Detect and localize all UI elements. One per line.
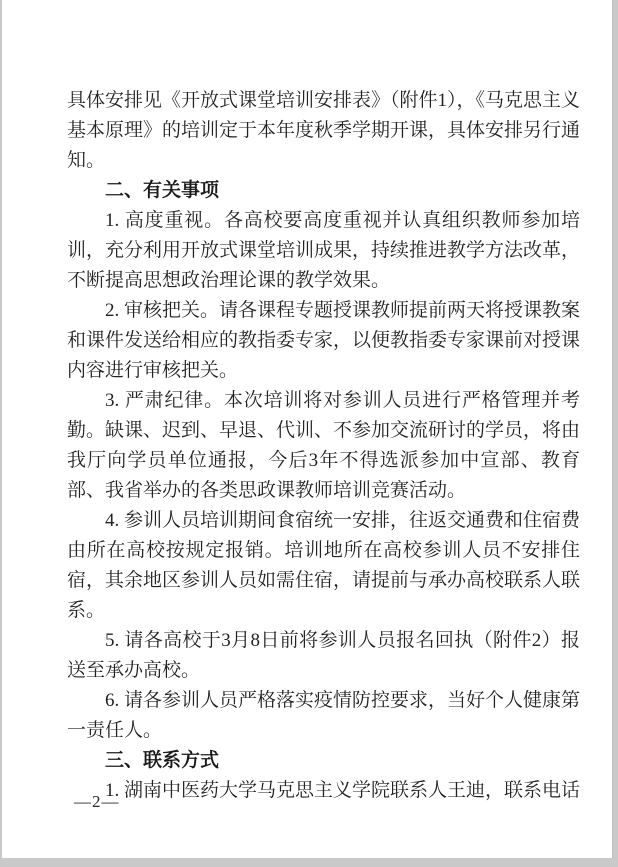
body-paragraph: 4. 参训人员培训期间食宿统一安排，往返交通费和住宿费由所在高校按规定报销。培训地所在高校参训人员不安排住宿，其余地区参训人员如需住宿，请提前与承办高校联系人联系。: [67, 510, 581, 621]
page-number: —2—: [74, 792, 120, 811]
document-page: [2, 0, 613, 858]
body-paragraph: 6. 请各参训人员严格落实疫情防控要求，当好个人健康第一责任人。: [67, 690, 581, 741]
body-paragraph: 1. 湖南中医药大学马克思主义学院联系人王迪，联系电话: [105, 780, 581, 801]
body-paragraph: 具体安排见《开放式课堂培训安排表》（附件1），《马克思主义基本原理》的培训定于本年度秋季学期开课，具体安排另行通知。: [67, 90, 581, 171]
section-heading: 二、有关事项: [105, 180, 220, 201]
document-content: [67, 86, 580, 806]
body-paragraph: 5. 请各高校于3月8日前将参训人员报名回执（附件2）报送至承办高校。: [67, 630, 580, 681]
section-heading: 三、联系方式: [105, 750, 220, 771]
body-paragraph: 3. 严肃纪律。本次培训将对参训人员进行严格管理并考勤。缺课、迟到、早退、代训、不参加交流研讨的学员，将由我厅向学员单位通报，今后3年不得选派参加中宣部、教育部、我省举办的各类思政课教师培训竞赛活动。: [67, 390, 581, 501]
body-paragraph: 2. 审核把关。请各课程专题授课教师提前两天将授课教案和课件发送给相应的教指委专家，以便教指委专家课前对授课内容进行审核把关。: [67, 300, 581, 381]
body-paragraph: 1. 高度重视。各高校要高度重视并认真组织教师参加培训，充分利用开放式课堂培训成果，持续推进教学方法改革，不断提高思想政治理论课的教学效果。: [67, 210, 581, 291]
